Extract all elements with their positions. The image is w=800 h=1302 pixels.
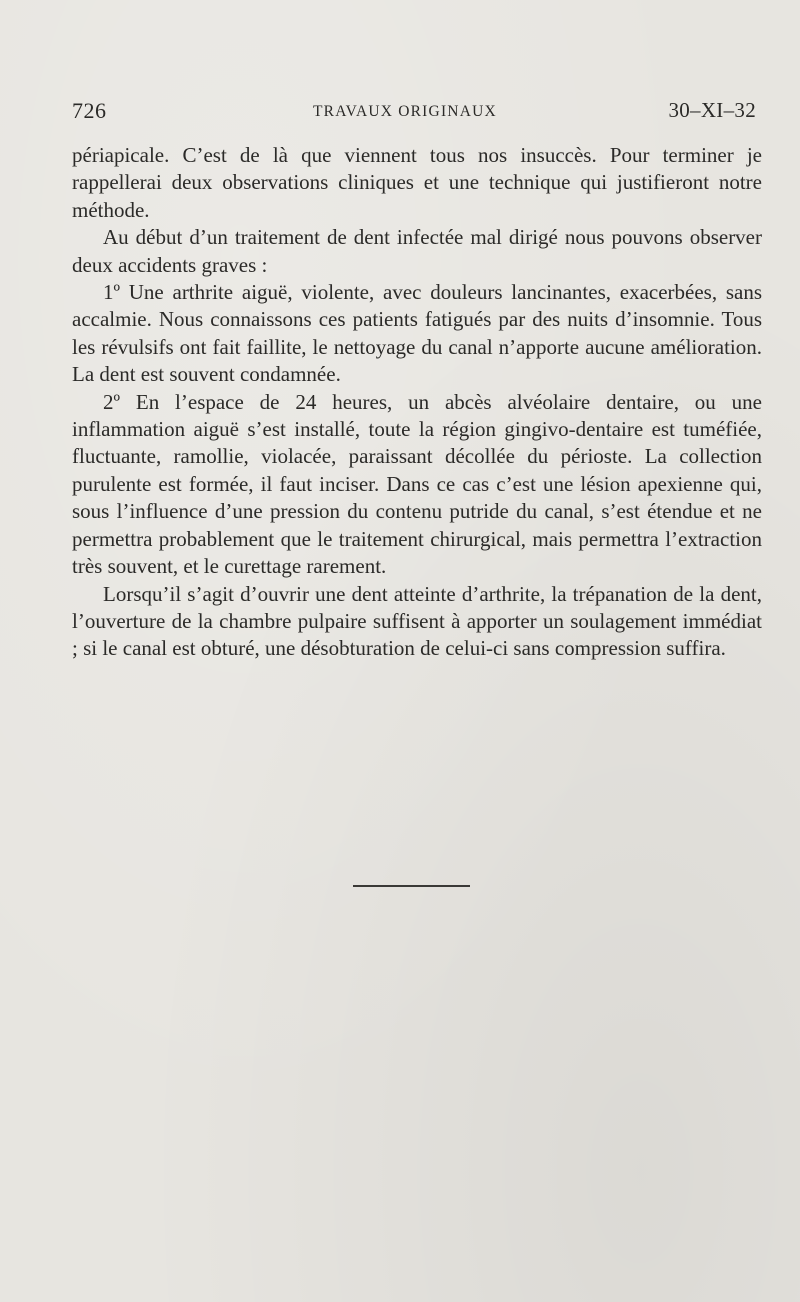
running-title: TRAVAUX ORIGINAUX <box>313 103 497 120</box>
paragraph-abces: 2º En l’espace de 24 heures, un abcès alvéolaire dentaire, ou une inflammation aiguë s’est installé, toute la région gingivo-dentaire est tuméfiée, fluctuante, ramollie, violacée, paraissant décollée du périoste. La collection purulente est formée, il faut inciser. Dans ce cas c’est une lésion apexienne qui, sous l’influence d’une pression du contenu putride du canal, s’est étendue et ne permettra probablement que le traitement chirurgical, mais permettra l’extraction très souvent, et le curettage rarement. <box>72 389 762 579</box>
page-header <box>72 98 760 128</box>
paragraph-conclusion: Lorsqu’il s’agit d’ouvrir une dent atteinte d’arthrite, la trépanation de la dent, l’ouverture de la chambre pulpaire suffisent à apporter un soulagement immédiat ; si le canal est obturé, une désobturation de celui-ci sans compression suffira. <box>72 581 762 661</box>
section-end-rule <box>353 885 470 887</box>
issue-date: 30–XI–32 <box>668 98 756 122</box>
page-number: 726 <box>72 98 107 123</box>
paragraph-intro: Au début d’un traitement de dent infectée mal dirigé nous pouvons observer deux accidents graves : <box>72 225 762 277</box>
paragraph-arthrite: 1º Une arthrite aiguë, violente, avec douleurs lancinantes, exacerbées, sans accalmie. Nous connaissons ces patients fatigués par des nuits d’insomnie. Tous les révulsifs ont fait faillite, le nettoyage du canal n’apporte aucune amélioration. La dent est souvent condamnée. <box>72 280 762 387</box>
paragraph-continuation: périapicale. C’est de là que viennent tous nos insuccès. Pour terminer je rappellerai deux observations cliniques et une technique qui justifieront notre méthode. <box>72 143 762 222</box>
body-text <box>72 142 762 663</box>
